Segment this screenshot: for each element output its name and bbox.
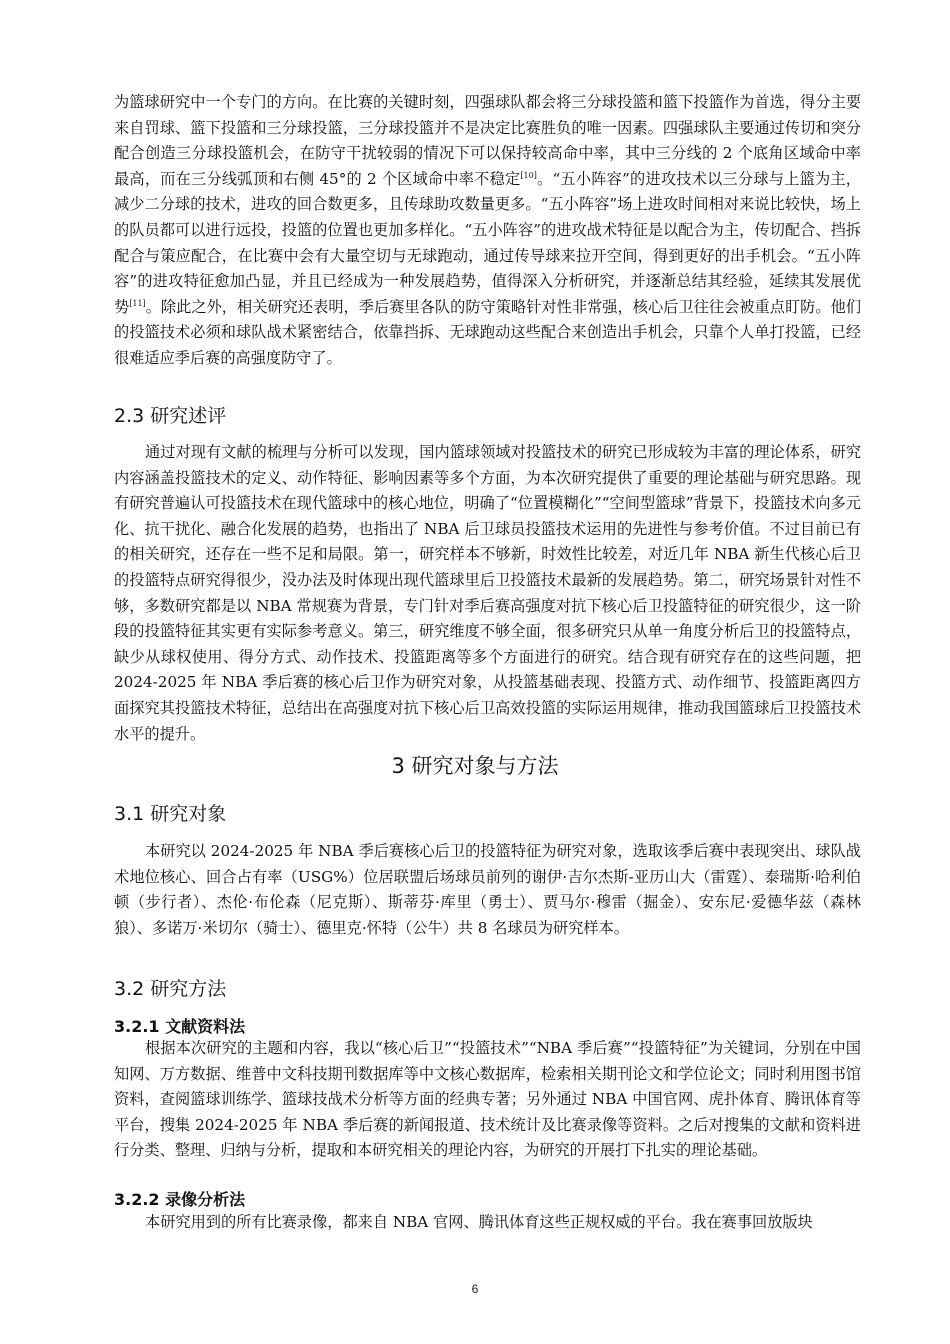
citation-ref: [10] (520, 170, 537, 180)
paragraph-literature-method: 根据本次研究的主题和内容，我以“核心后卫”“投篮技术”“NBA 季后赛”“投篮特征”为关键词，分别在中国知网、万方数据、维普中文科技期刊数据库等中文核心数据库，检索相关期刊论文和学位论文；同时利用图书馆资料，查阅篮球训练学、篮球技战术分析等方面的经典专著；另外通过 NBA 中国官网、虎扑体育、腾讯体育等平台，搜集 2024-2025 年 NBA 季后赛的新闻报道、技术统计及比赛录像等资料。之后对搜集的文献和资料进行分类、整理、归纳与分析，提取和本研究相关的理论内容，为研究的开展打下扎实的理论基础。 (114, 1039, 861, 1160)
section-heading-2-3: 2.3 研究述评 (114, 405, 227, 427)
page-number: 6 (471, 1282, 479, 1296)
paragraph-continued (114, 90, 861, 372)
paragraph-text: 为篮球研究中一个专门的方向。在比赛的关键时刻，四强球队都会将三分球投篮和篮下投篮作为首选，得分主要来自罚球、篮下投篮和三分球投篮，三分球投篮并不是决定比赛胜负的唯一因素。四强球队主要通过传切和突分配合创造三分球投篮机会，在防守干扰较弱的情况下可以保持较高命中率，其中三分线的 2 个底角区域命中率最高，而在三分线弧顶和右侧 45°的 2 个区域命中率不稳定 (114, 93, 861, 188)
subsection-heading-3-2-1: 3.2.1 文献资料法 (114, 1017, 246, 1036)
citation-ref: [11] (129, 298, 146, 308)
paragraph-text: 。除此之外，相关研究还表明，季后赛里各队的防守策略针对性非常强，核心后卫往往会被重点盯防。他们的投篮技术必须和球队战术紧密结合，依靠挡拆、无球跑动这些配合来创造出手机会，只靠个人单打投篮，已经很难适应季后赛的高强度防守了。 (114, 297, 862, 367)
section-heading-3-2: 3.2 研究方法 (114, 978, 227, 1000)
subsection-heading-3-2-2: 3.2.2 录像分析法 (114, 1190, 246, 1209)
section-heading-3-1: 3.1 研究对象 (114, 803, 227, 825)
paragraph-video-analysis: 本研究用到的所有比赛录像，都来自 NBA 官网、腾讯体育这些正规权威的平台。我在赛事回放版块 (145, 1213, 813, 1231)
paragraph-text: 。“五小阵容”的进攻技术以三分球与上篮为主，减少二分球的技术，进攻的回合数更多，且传球助攻数量更多。“五小阵容”场上进攻时间相对来说比较快，场上的队员都可以进行远投，投篮的位置也更加多样化。“五小阵容”的进攻战术特征是以配合为主，传切配合、挡拆配合与策应配合，在比赛中会有大量空切与无球跑动，通过传导球来拉开空间，得到更好的出手机会。“五小阵容”的进攻特征愈加凸显，并且已经成为一种发展趋势，值得深入分析研究，并逐渐总结其经验，延续其发展优势 (114, 169, 861, 316)
chapter-heading-3: 3 研究对象与方法 (391, 754, 559, 778)
paragraph-research-object: 本研究以 2024-2025 年 NBA 季后赛核心后卫的投篮特征为研究对象，选取该季后赛中表现突出、球队战术地位核心、回合占有率（USG%）位居联盟后场球员前列的谢伊·吉尔杰斯-亚历山大（雷霆）、泰瑞斯·哈利伯顿（步行者）、杰伦·布伦森（尼克斯）、斯蒂芬·库里（勇士）、贾马尔·穆雷（掘金）、安东尼·爱德华兹（森林狼）、多诺万·米切尔（骑士）、德里克·怀特（公牛）共 8 名球员为研究样本。 (114, 842, 861, 937)
paragraph-research-review: 通过对现有文献的梳理与分析可以发现，国内篮球领域对投篮技术的研究已形成较为丰富的理论体系，研究内容涵盖投篮技术的定义、动作特征、影响因素等多个方面，为本次研究提供了重要的理论基础与研究思路。现有研究普遍认可投篮技术在现代篮球中的核心地位，明确了“位置模糊化”“空间型篮球”背景下，投篮技术向多元化、抗干扰化、融合化发展的趋势，也指出了 NBA 后卫球员投篮技术运用的先进性与参考价值。不过目前已有的相关研究，还存在一些不足和局限。第一，研究样本不够新，时效性比较差，对近几年 NBA 新生代核心后卫的投篮特点研究得很少，没办法及时体现出现代篮球里后卫投篮技术最新的发展趋势。第二，研究场景针对性不够，多数研究都是以 NBA 常规赛为背景，专门针对季后赛高强度对抗下核心后卫投篮特征的研究很少，这一阶段的投篮特征其实更有实际参考意义。第三，研究维度不够全面，很多研究只从单一角度分析后卫的投篮特点，缺少从球权使用、得分方式、动作技术、投篮距离等多个方面进行的研究。结合现有研究存在的这些问题，把 2024-2025 年 NBA 季后赛的核心后卫作为研究对象，从投篮基础表现、投篮方式、动作细节、投篮距离四方面探究其投篮技术特征，总结出在高强度对抗下核心后卫高效投篮的实际运用规律，推动我国篮球后卫投篮技术水平的提升。 (114, 443, 861, 743)
